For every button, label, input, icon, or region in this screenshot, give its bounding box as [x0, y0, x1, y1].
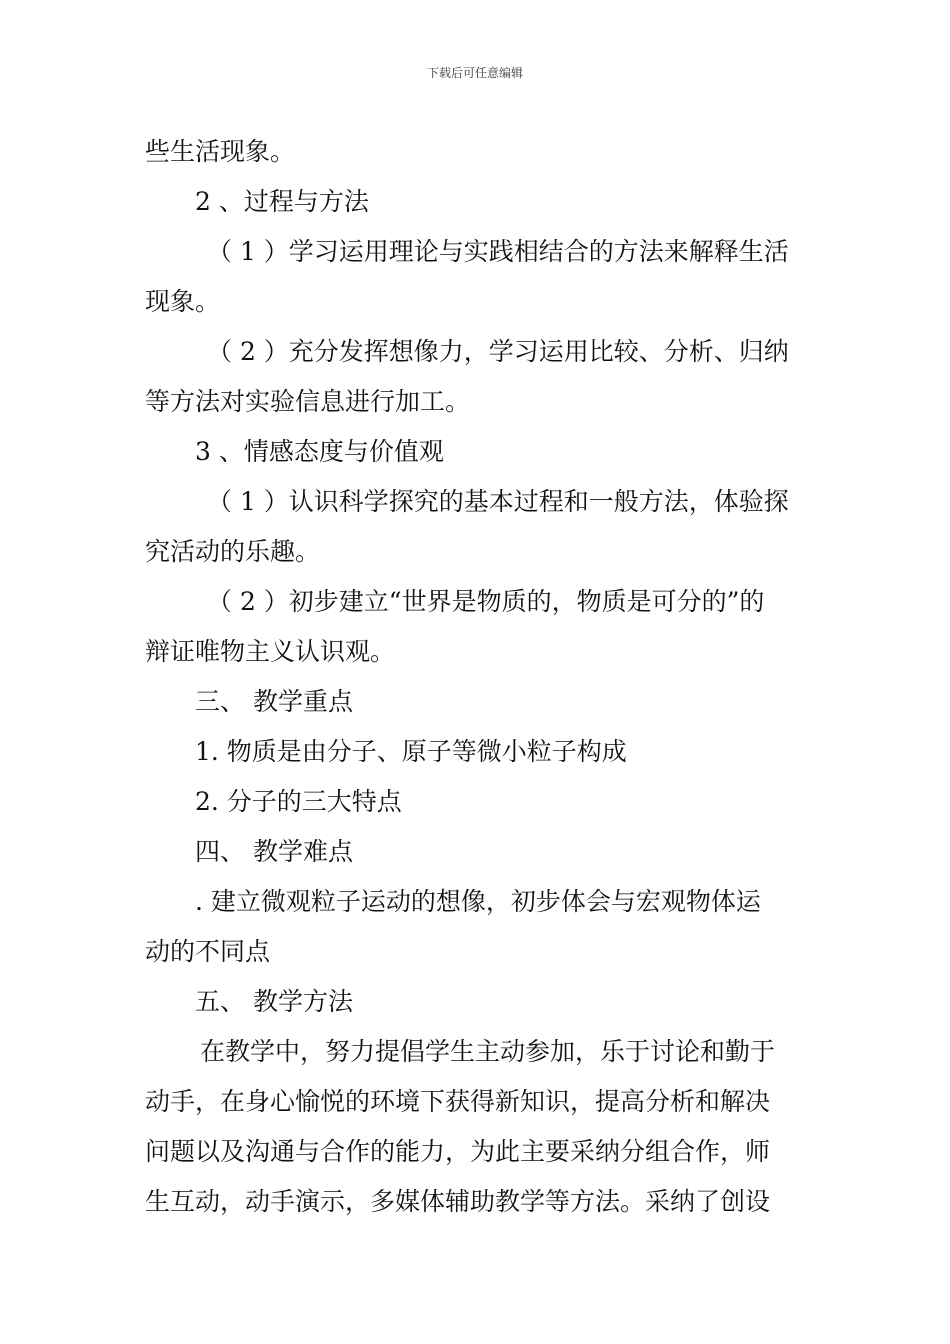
- list-item-text: （ 1 ）认识科学探究的基本过程和一般方法，体验探: [207, 487, 789, 516]
- list-item-text: . 建立微观粒子运动的想像，初步体会与宏观物体运: [195, 887, 761, 916]
- document-body: [145, 127, 807, 1227]
- paragraph-text: 问题以及沟通与合作的能力，为此主要采纳分组合作，师: [145, 1137, 771, 1166]
- page-header: 下载后可任意编辑: [426, 66, 523, 80]
- list-item-text: （ 2 ）充分发挥想像力，学习运用比较、分析、归纳: [207, 337, 789, 366]
- section-heading-methods: 五、 教学方法: [195, 987, 353, 1016]
- section-heading-attitude-values: 3 、情感态度与价值观: [195, 437, 444, 466]
- paragraph-continuation: 些生活现象。: [145, 137, 296, 166]
- paragraph-text: 生互动，动手演示，多媒体辅助教学等方法。采纳了创设: [145, 1187, 771, 1216]
- list-item-text: （ 2 ）初步建立“世界是物质的，物质是可分的”的: [207, 587, 765, 616]
- list-item-text: 等方法对实验信息进行加工。: [145, 387, 471, 416]
- paragraph-text: 动手，在身心愉悦的环境下获得新知识，提高分析和解决: [145, 1087, 771, 1116]
- list-item-text: 2. 分子的三大特点: [195, 787, 402, 816]
- paragraph-text: 在教学中，努力提倡学生主动参加，乐于讨论和勤于: [200, 1037, 776, 1066]
- list-item-text: 现象。: [145, 287, 221, 316]
- list-item-text: 动的不同点: [145, 937, 271, 966]
- list-item-text: 1. 物质是由分子、原子等微小粒子构成: [195, 737, 627, 766]
- section-heading-key-points: 三、 教学重点: [195, 687, 353, 716]
- list-item-text: 究活动的乐趣。: [145, 537, 321, 566]
- list-item-text: （ 1 ）学习运用理论与实践相结合的方法来解释生活: [207, 237, 789, 266]
- list-item-text: 辩证唯物主义认识观。: [145, 637, 396, 666]
- section-heading-difficulties: 四、 教学难点: [195, 837, 353, 866]
- section-heading-process-method: 2 、过程与方法: [195, 187, 369, 216]
